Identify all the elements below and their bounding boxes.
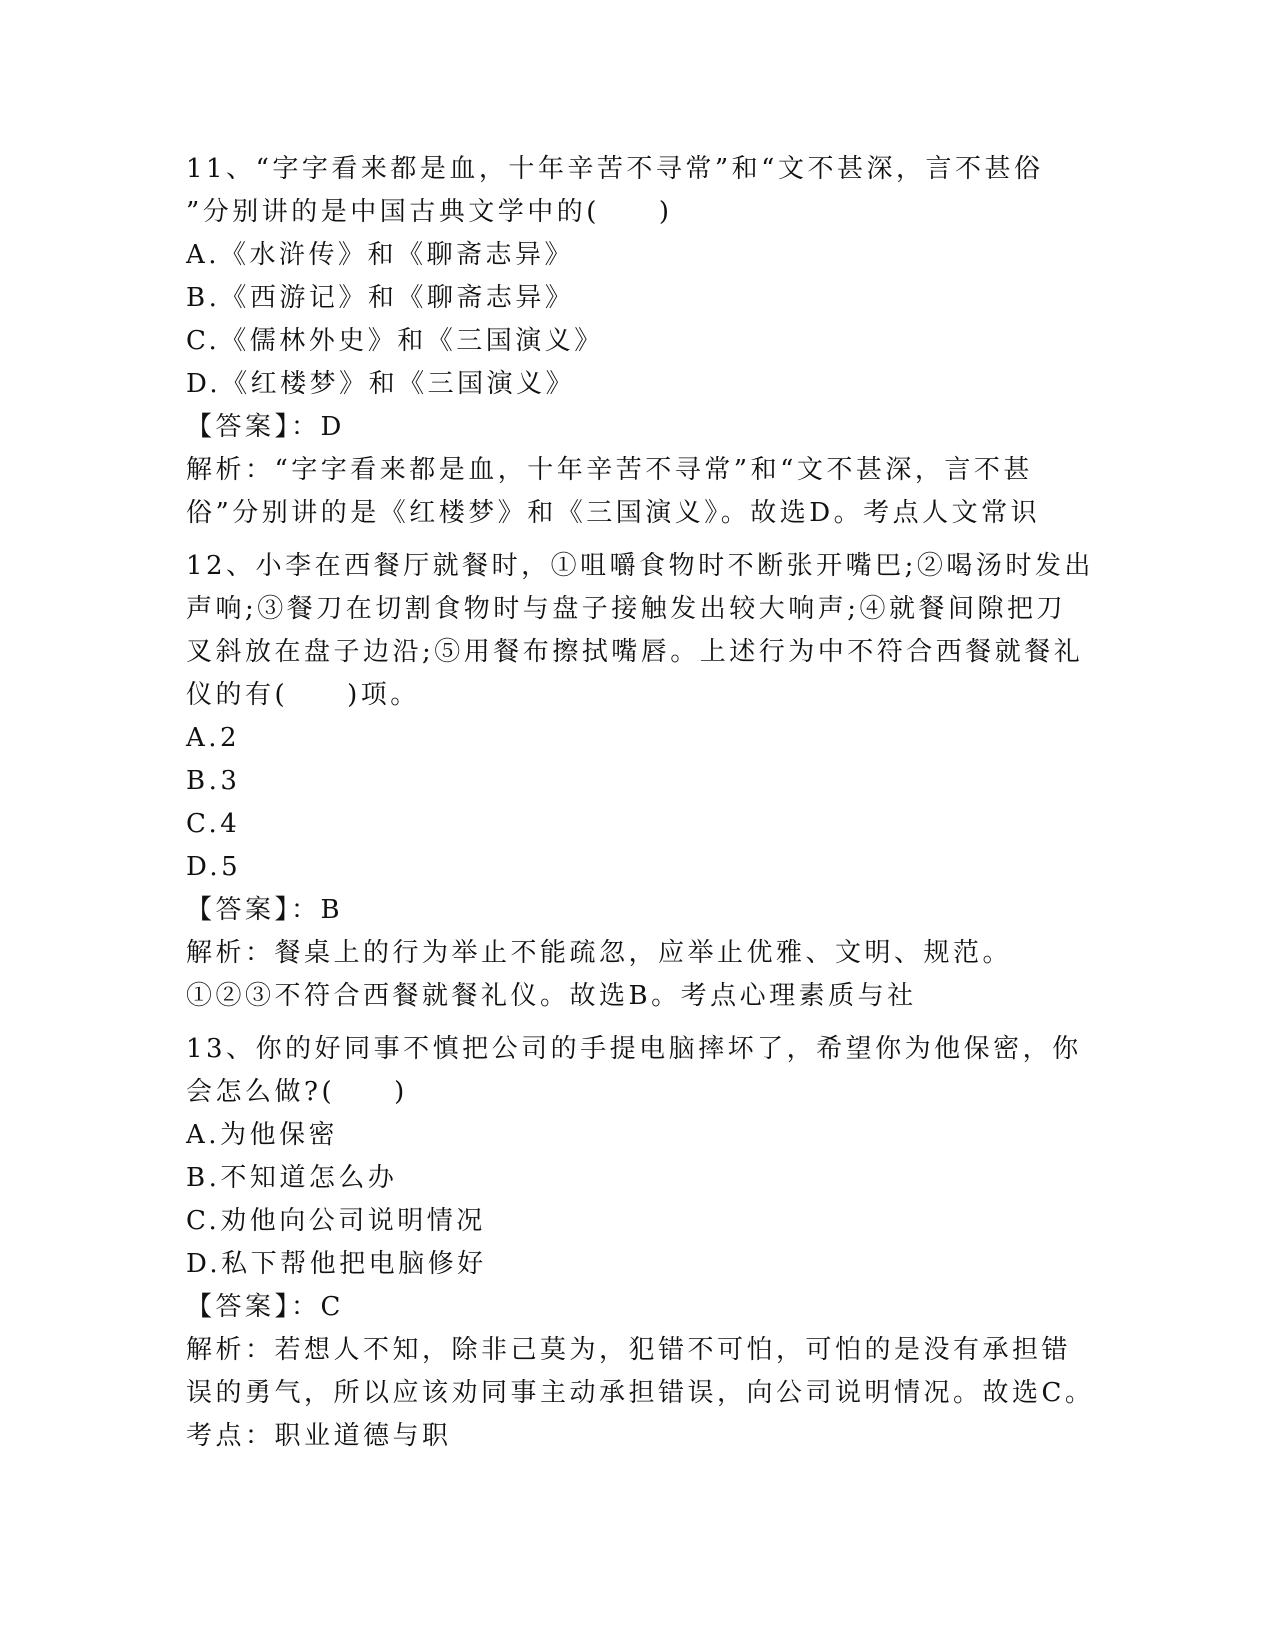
question-13 <box>186 1028 1095 1458</box>
analysis-text: 解析：若想人不知，除非己莫为，犯错不可怕，可怕的是没有承担错 <box>186 1335 1072 1365</box>
spacer <box>186 535 1086 545</box>
question-stem: ”分别讲的是中国古典文学中的( ) <box>186 197 673 227</box>
question-list <box>186 148 1095 1458</box>
option-c: C.劝他向公司说明情况 <box>186 1206 486 1236</box>
question-stem: 仪的有( )项。 <box>186 680 420 710</box>
option-b: B.不知道怎么办 <box>186 1163 398 1193</box>
question-stem: 11、“字字看来都是血，十年辛苦不寻常”和“文不甚深，言不甚俗 <box>186 154 1044 184</box>
question-stem: 会怎么做?( ) <box>186 1077 408 1107</box>
analysis-text: 解析：“字字看来都是血，十年辛苦不寻常”和“文不甚深，言不甚 <box>186 455 1033 485</box>
question-12 <box>186 545 1094 1018</box>
option-d: D.5 <box>186 852 242 882</box>
option-a: A.2 <box>186 723 241 753</box>
analysis-text: 俗”分别讲的是《红楼梦》和《三国演义》。故选D。考点人文常识 <box>186 498 1041 528</box>
spacer <box>186 1018 1086 1028</box>
option-c: C.4 <box>186 809 241 839</box>
question-stem: 13、你的好同事不慎把公司的手提电脑摔坏了，希望你为他保密，你 <box>186 1034 1082 1064</box>
analysis-text: 误的勇气，所以应该劝同事主动承担错误，向公司说明情况。故选C。 <box>186 1378 1095 1408</box>
question-stem: 叉斜放在盘子边沿;⑤用餐布擦拭嘴唇。上述行为中不符合西餐就餐礼 <box>186 637 1084 667</box>
question-stem: 12、小李在西餐厅就餐时，①咀嚼食物时不断张开嘴巴;②喝汤时发出 <box>186 551 1094 581</box>
option-a: A.《水浒传》和《聊斋志异》 <box>186 240 575 270</box>
answer-label: 【答案】：D <box>186 412 345 442</box>
option-d: D.私下帮他把电脑修好 <box>186 1249 487 1279</box>
option-b: B.《西游记》和《聊斋志异》 <box>186 283 575 313</box>
option-c: C.《儒林外史》和《三国演义》 <box>186 326 604 356</box>
option-d: D.《红楼梦》和《三国演义》 <box>186 369 576 399</box>
analysis-text: 解析：餐桌上的行为举止不能疏忽，应举止优雅、文明、规范。 <box>186 938 1013 968</box>
question-11 <box>186 148 1086 535</box>
option-b: B.3 <box>186 766 241 796</box>
answer-label: 【答案】：B <box>186 895 344 925</box>
option-a: A.为他保密 <box>186 1120 339 1150</box>
answer-label: 【答案】：C <box>186 1292 344 1322</box>
analysis-text: ①②③不符合西餐就餐礼仪。故选B。考点心理素质与社 <box>186 981 917 1011</box>
question-stem: 声响;③餐刀在切割食物时与盘子接触发出较大响声;④就餐间隙把刀 <box>186 594 1067 624</box>
analysis-text: 考点：职业道德与职 <box>186 1421 452 1451</box>
